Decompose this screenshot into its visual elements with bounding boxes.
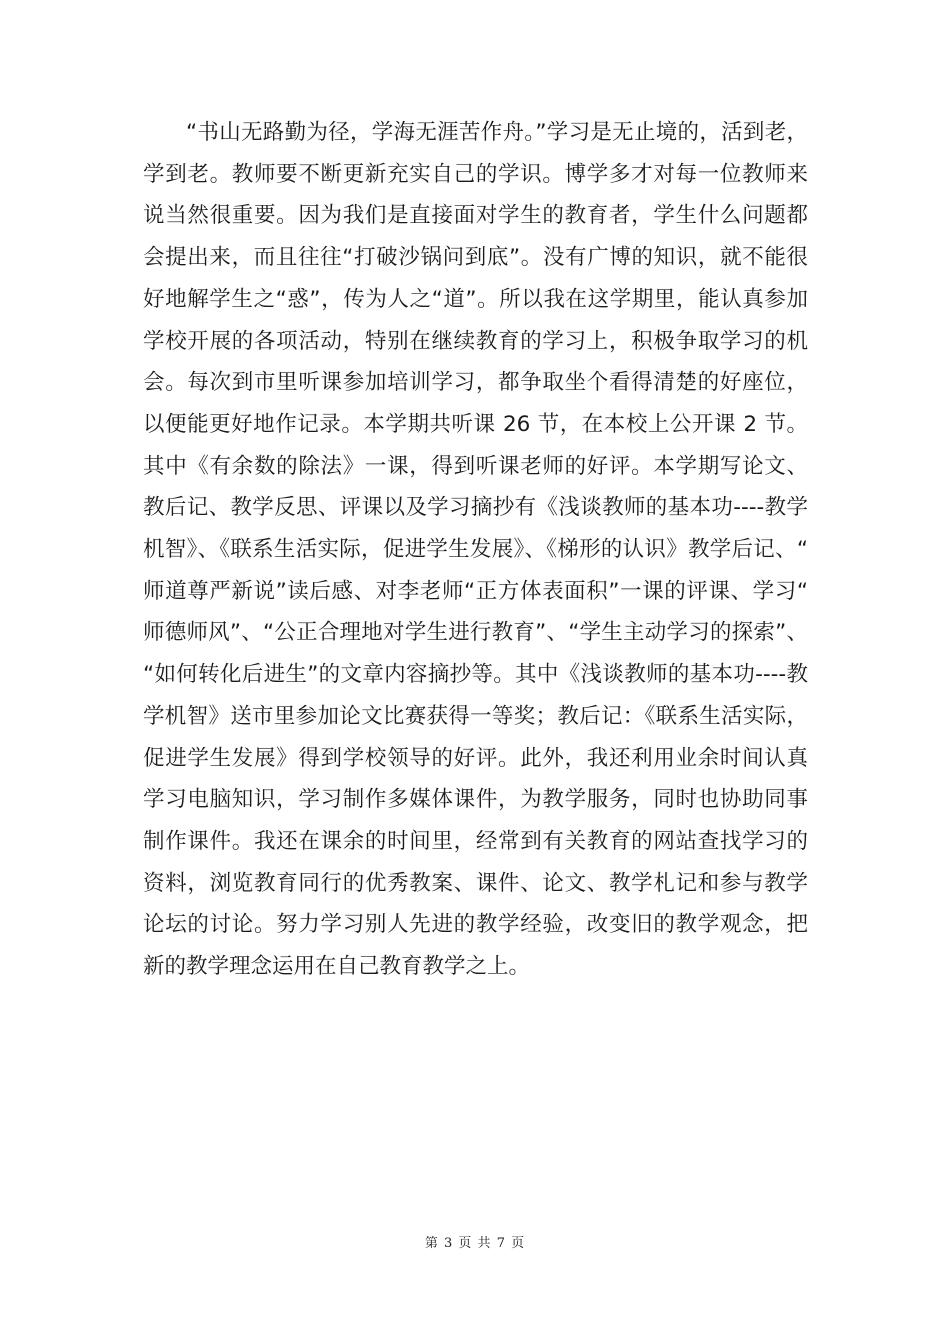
page-number-footer: 第 3 页 共 7 页 [424, 1236, 526, 1251]
body-paragraph: “书山无路勤为径，学海无涯苦作舟。”学习是无止境的，活到老，学到老。教师要不断更新充实自己的学识。博学多才对每一位教师来说当然很重要。因为我们是直接面对学生的教育者，学生什么问题都会提出来，而且往往“打破沙锅问到底”。没有广博的知识，就不能很好地解学生之“惑”，传为人之“道”。所以我在这学期里，能认真参加学校开展的各项活动，特别在继续教育的学习上，积极争取学习的机会。每次到市里听课参加培训学习，都争取坐个看得清楚的好座位，以便能更好地作记录。本学期共听课 26 节，在本校上公开课 2 节。其中《有余数的除法》一课，得到听课老师的好评。本学期写论文、教后记、教学反思、评课以及学习摘抄有《浅谈教师的基本功----教学机智》、《联系生活实际，促进学生发展》、《梯形的认识》教学后记、“师道尊严新说”读后感、对李老师“正方体表面积”一课的评课、学习“师德师风”、“公正合理地对学生进行教育”、“学生主动学习的探索”、“如何转化后进生”的文章内容摘抄等。其中《浅谈教师的基本功----教学机智》送市里参加论文比赛获得一等奖；教后记：《联系生活实际，促进学生发展》得到学校领导的好评。此外，我还利用业余时间认真学习电脑知识，学习制作多媒体课件，为教学服务，同时也协助同事制作课件。我还在课余的时间里，经常到有关教育的网站查找学习的资料，浏览教育同行的优秀教案、课件、论文、教学札记和参与教学论坛的讨论。努力学习别人先进的教学经验，改变旧的教学观念，把新的教学理念运用在自己教育教学之上。 [143, 120, 808, 980]
